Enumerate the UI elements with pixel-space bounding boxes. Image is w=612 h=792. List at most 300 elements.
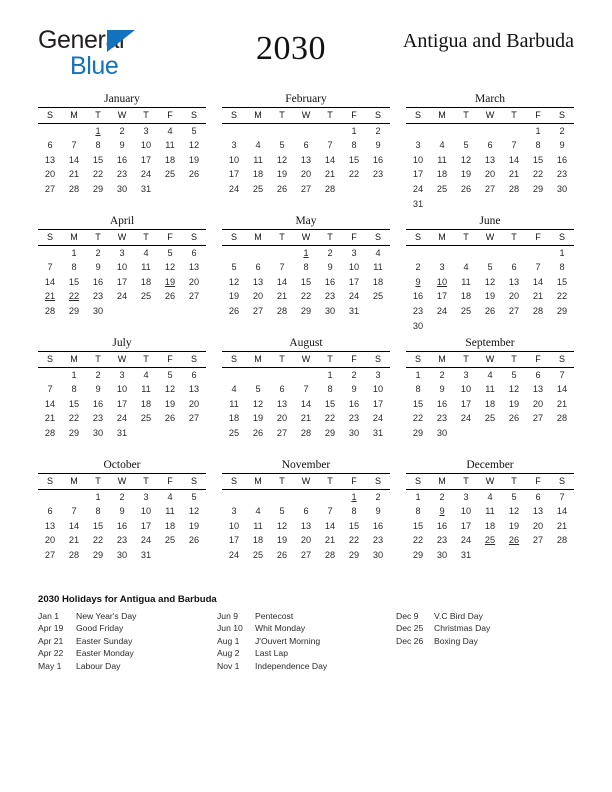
- day-cell[interactable]: 16: [116, 520, 128, 531]
- day-cell[interactable]: 10: [228, 154, 240, 165]
- day-cell[interactable]: 4: [167, 491, 173, 502]
- day-cell[interactable]: 29: [92, 549, 104, 560]
- day-cell[interactable]: 18: [164, 520, 176, 531]
- day-cell[interactable]: 4: [487, 369, 493, 380]
- day-cell[interactable]: 6: [47, 140, 53, 151]
- day-cell[interactable]: 24: [116, 413, 128, 424]
- day-cell[interactable]: 28: [276, 305, 288, 316]
- day-cell[interactable]: 27: [300, 549, 312, 560]
- day-cell[interactable]: 17: [228, 169, 240, 180]
- day-cell[interactable]: 28: [300, 427, 312, 438]
- day-cell[interactable]: 14: [44, 398, 56, 409]
- day-cell[interactable]: 17: [436, 291, 448, 302]
- day-cell[interactable]: 19: [164, 398, 176, 409]
- day-cell[interactable]: 16: [436, 520, 448, 531]
- day-cell[interactable]: 11: [253, 520, 263, 531]
- day-cell[interactable]: 28: [532, 305, 544, 316]
- day-cell[interactable]: 29: [92, 183, 104, 194]
- day-cell[interactable]: 18: [484, 398, 496, 409]
- day-cell[interactable]: 16: [324, 276, 336, 287]
- day-cell[interactable]: 22: [68, 413, 80, 424]
- day-cell[interactable]: 11: [229, 398, 239, 409]
- day-cell[interactable]: 21: [532, 291, 544, 302]
- day-cell[interactable]: 28: [324, 549, 336, 560]
- day-cell[interactable]: 21: [44, 291, 56, 302]
- day-cell[interactable]: 2: [559, 125, 565, 136]
- day-cell[interactable]: 15: [532, 154, 544, 165]
- day-cell[interactable]: 22: [556, 291, 568, 302]
- day-cell[interactable]: 17: [460, 520, 472, 531]
- day-cell[interactable]: 19: [228, 291, 240, 302]
- day-cell[interactable]: 20: [532, 520, 544, 531]
- day-cell[interactable]: 9: [375, 506, 381, 517]
- day-cell[interactable]: 21: [44, 413, 56, 424]
- day-cell[interactable]: 15: [324, 398, 336, 409]
- day-cell[interactable]: 30: [436, 549, 448, 560]
- day-cell[interactable]: 6: [47, 506, 53, 517]
- day-cell[interactable]: 23: [412, 305, 424, 316]
- day-cell[interactable]: 8: [559, 262, 565, 273]
- day-cell[interactable]: 24: [348, 291, 360, 302]
- day-cell[interactable]: 16: [436, 398, 448, 409]
- day-cell[interactable]: 30: [116, 549, 128, 560]
- day-cell[interactable]: 23: [116, 535, 128, 546]
- day-cell[interactable]: 2: [119, 125, 125, 136]
- day-cell[interactable]: 1: [351, 125, 357, 136]
- day-cell[interactable]: 4: [255, 140, 261, 151]
- day-cell[interactable]: 17: [460, 398, 472, 409]
- day-cell[interactable]: 31: [140, 183, 152, 194]
- day-cell[interactable]: 10: [348, 262, 360, 273]
- day-cell[interactable]: 16: [92, 276, 104, 287]
- day-cell[interactable]: 3: [463, 369, 469, 380]
- day-cell[interactable]: 11: [141, 262, 151, 273]
- day-cell[interactable]: 12: [276, 520, 288, 531]
- day-cell[interactable]: 7: [535, 262, 541, 273]
- day-cell[interactable]: 26: [276, 183, 288, 194]
- day-cell[interactable]: 2: [351, 369, 357, 380]
- day-cell[interactable]: 28: [68, 183, 80, 194]
- day-cell[interactable]: 8: [351, 506, 357, 517]
- day-cell[interactable]: 17: [412, 169, 424, 180]
- day-cell[interactable]: 9: [415, 276, 421, 287]
- day-cell[interactable]: 22: [300, 291, 312, 302]
- day-cell[interactable]: 9: [351, 384, 357, 395]
- day-cell[interactable]: 15: [348, 520, 360, 531]
- day-cell[interactable]: 17: [348, 276, 360, 287]
- day-cell[interactable]: 15: [92, 520, 104, 531]
- day-cell[interactable]: 1: [559, 247, 565, 258]
- day-cell[interactable]: 5: [167, 247, 173, 258]
- day-cell[interactable]: 9: [375, 140, 381, 151]
- day-cell[interactable]: 27: [508, 305, 520, 316]
- day-cell[interactable]: 20: [532, 398, 544, 409]
- day-cell[interactable]: 30: [372, 549, 384, 560]
- day-cell[interactable]: 22: [412, 535, 424, 546]
- day-cell[interactable]: 20: [188, 398, 200, 409]
- day-cell[interactable]: 21: [508, 169, 520, 180]
- day-cell[interactable]: 5: [191, 491, 197, 502]
- day-cell[interactable]: 19: [508, 398, 520, 409]
- day-cell[interactable]: 14: [300, 398, 312, 409]
- day-cell[interactable]: 16: [556, 154, 568, 165]
- day-cell[interactable]: 11: [437, 154, 447, 165]
- day-cell[interactable]: 11: [373, 262, 383, 273]
- day-cell[interactable]: 23: [116, 169, 128, 180]
- day-cell[interactable]: 22: [348, 535, 360, 546]
- day-cell[interactable]: 20: [300, 169, 312, 180]
- day-cell[interactable]: 1: [415, 369, 421, 380]
- day-cell[interactable]: 5: [191, 125, 197, 136]
- day-cell[interactable]: 19: [484, 291, 496, 302]
- day-cell[interactable]: 6: [191, 247, 197, 258]
- day-cell[interactable]: 27: [44, 183, 56, 194]
- day-cell[interactable]: 7: [47, 262, 53, 273]
- day-cell[interactable]: 19: [508, 520, 520, 531]
- day-cell[interactable]: 16: [372, 154, 384, 165]
- day-cell[interactable]: 17: [140, 154, 152, 165]
- day-cell[interactable]: 29: [556, 305, 568, 316]
- day-cell[interactable]: 19: [188, 520, 200, 531]
- day-cell[interactable]: 26: [508, 413, 520, 424]
- day-cell[interactable]: 25: [164, 169, 176, 180]
- day-cell[interactable]: 4: [143, 247, 149, 258]
- day-cell[interactable]: 28: [68, 549, 80, 560]
- day-cell[interactable]: 15: [412, 398, 424, 409]
- day-cell[interactable]: 19: [460, 169, 472, 180]
- day-cell[interactable]: 20: [188, 276, 200, 287]
- day-cell[interactable]: 29: [300, 305, 312, 316]
- day-cell[interactable]: 25: [372, 291, 384, 302]
- day-cell[interactable]: 14: [68, 520, 80, 531]
- day-cell[interactable]: 26: [252, 427, 264, 438]
- day-cell[interactable]: 12: [228, 276, 240, 287]
- day-cell[interactable]: 23: [372, 169, 384, 180]
- day-cell[interactable]: 13: [252, 276, 264, 287]
- day-cell[interactable]: 20: [300, 535, 312, 546]
- day-cell[interactable]: 25: [460, 305, 472, 316]
- day-cell[interactable]: 6: [535, 491, 541, 502]
- day-cell[interactable]: 9: [119, 140, 125, 151]
- day-cell[interactable]: 13: [300, 520, 312, 531]
- day-cell[interactable]: 15: [300, 276, 312, 287]
- day-cell[interactable]: 3: [143, 125, 149, 136]
- day-cell[interactable]: 20: [252, 291, 264, 302]
- day-cell[interactable]: 19: [188, 154, 200, 165]
- day-cell[interactable]: 14: [532, 276, 544, 287]
- day-cell[interactable]: 24: [436, 305, 448, 316]
- day-cell[interactable]: 28: [556, 413, 568, 424]
- day-cell[interactable]: 1: [71, 369, 77, 380]
- day-cell[interactable]: 26: [164, 413, 176, 424]
- day-cell[interactable]: 6: [511, 262, 517, 273]
- day-cell[interactable]: 29: [532, 183, 544, 194]
- day-cell[interactable]: 30: [556, 183, 568, 194]
- day-cell[interactable]: 1: [535, 125, 541, 136]
- day-cell[interactable]: 17: [228, 535, 240, 546]
- day-cell[interactable]: 9: [119, 506, 125, 517]
- day-cell[interactable]: 26: [508, 535, 520, 546]
- day-cell[interactable]: 14: [324, 154, 336, 165]
- day-cell[interactable]: 21: [68, 535, 80, 546]
- day-cell[interactable]: 5: [279, 506, 285, 517]
- day-cell[interactable]: 10: [140, 506, 152, 517]
- day-cell[interactable]: 21: [556, 520, 568, 531]
- day-cell[interactable]: 25: [436, 183, 448, 194]
- day-cell[interactable]: 13: [508, 276, 520, 287]
- day-cell[interactable]: 13: [300, 154, 312, 165]
- day-cell[interactable]: 10: [436, 276, 448, 287]
- day-cell[interactable]: 3: [439, 262, 445, 273]
- day-cell[interactable]: 5: [487, 262, 493, 273]
- day-cell[interactable]: 15: [68, 276, 80, 287]
- day-cell[interactable]: 25: [484, 413, 496, 424]
- day-cell[interactable]: 14: [68, 154, 80, 165]
- day-cell[interactable]: 29: [412, 549, 424, 560]
- day-cell[interactable]: 11: [165, 140, 175, 151]
- day-cell[interactable]: 6: [487, 140, 493, 151]
- day-cell[interactable]: 10: [460, 384, 472, 395]
- day-cell[interactable]: 21: [556, 398, 568, 409]
- day-cell[interactable]: 26: [276, 549, 288, 560]
- day-cell[interactable]: 28: [556, 535, 568, 546]
- day-cell[interactable]: 27: [532, 535, 544, 546]
- day-cell[interactable]: 24: [228, 549, 240, 560]
- day-cell[interactable]: 4: [439, 140, 445, 151]
- day-cell[interactable]: 7: [511, 140, 517, 151]
- day-cell[interactable]: 2: [439, 491, 445, 502]
- day-cell[interactable]: 10: [412, 154, 424, 165]
- day-cell[interactable]: 7: [327, 140, 333, 151]
- day-cell[interactable]: 3: [375, 369, 381, 380]
- day-cell[interactable]: 7: [327, 506, 333, 517]
- day-cell[interactable]: 17: [140, 520, 152, 531]
- day-cell[interactable]: 23: [92, 291, 104, 302]
- day-cell[interactable]: 18: [140, 398, 152, 409]
- day-cell[interactable]: 23: [436, 413, 448, 424]
- day-cell[interactable]: 28: [44, 427, 56, 438]
- day-cell[interactable]: 13: [44, 154, 56, 165]
- day-cell[interactable]: 28: [324, 183, 336, 194]
- day-cell[interactable]: 11: [485, 384, 495, 395]
- day-cell[interactable]: 12: [460, 154, 472, 165]
- day-cell[interactable]: 4: [231, 384, 237, 395]
- day-cell[interactable]: 10: [372, 384, 384, 395]
- day-cell[interactable]: 12: [164, 262, 176, 273]
- day-cell[interactable]: 8: [535, 140, 541, 151]
- day-cell[interactable]: 28: [44, 305, 56, 316]
- day-cell[interactable]: 18: [164, 154, 176, 165]
- day-cell[interactable]: 27: [484, 183, 496, 194]
- day-cell[interactable]: 14: [556, 506, 568, 517]
- day-cell[interactable]: 18: [252, 169, 264, 180]
- day-cell[interactable]: 19: [276, 535, 288, 546]
- day-cell[interactable]: 30: [324, 305, 336, 316]
- day-cell[interactable]: 2: [119, 491, 125, 502]
- day-cell[interactable]: 24: [116, 291, 128, 302]
- day-cell[interactable]: 24: [228, 183, 240, 194]
- day-cell[interactable]: 13: [188, 384, 200, 395]
- day-cell[interactable]: 29: [324, 427, 336, 438]
- day-cell[interactable]: 11: [485, 506, 495, 517]
- day-cell[interactable]: 15: [556, 276, 568, 287]
- day-cell[interactable]: 18: [484, 520, 496, 531]
- day-cell[interactable]: 10: [460, 506, 472, 517]
- day-cell[interactable]: 13: [44, 520, 56, 531]
- day-cell[interactable]: 22: [92, 535, 104, 546]
- day-cell[interactable]: 16: [372, 520, 384, 531]
- day-cell[interactable]: 12: [252, 398, 264, 409]
- day-cell[interactable]: 30: [92, 305, 104, 316]
- day-cell[interactable]: 25: [252, 549, 264, 560]
- day-cell[interactable]: 8: [415, 506, 421, 517]
- day-cell[interactable]: 23: [92, 413, 104, 424]
- day-cell[interactable]: 25: [228, 427, 240, 438]
- day-cell[interactable]: 18: [228, 413, 240, 424]
- day-cell[interactable]: 13: [188, 262, 200, 273]
- day-cell[interactable]: 27: [188, 413, 200, 424]
- day-cell[interactable]: 8: [415, 384, 421, 395]
- day-cell[interactable]: 23: [436, 535, 448, 546]
- day-cell[interactable]: 5: [511, 369, 517, 380]
- day-cell[interactable]: 7: [279, 262, 285, 273]
- day-cell[interactable]: 17: [116, 276, 128, 287]
- day-cell[interactable]: 26: [484, 305, 496, 316]
- day-cell[interactable]: 7: [559, 491, 565, 502]
- day-cell[interactable]: 2: [375, 491, 381, 502]
- day-cell[interactable]: 21: [324, 535, 336, 546]
- day-cell[interactable]: 29: [412, 427, 424, 438]
- day-cell[interactable]: 17: [116, 398, 128, 409]
- day-cell[interactable]: 12: [164, 384, 176, 395]
- day-cell[interactable]: 3: [415, 140, 421, 151]
- day-cell[interactable]: 4: [487, 491, 493, 502]
- day-cell[interactable]: 22: [324, 413, 336, 424]
- day-cell[interactable]: 21: [300, 413, 312, 424]
- day-cell[interactable]: 12: [508, 384, 520, 395]
- day-cell[interactable]: 9: [559, 140, 565, 151]
- day-cell[interactable]: 10: [116, 384, 128, 395]
- day-cell[interactable]: 1: [95, 125, 101, 136]
- day-cell[interactable]: 3: [143, 491, 149, 502]
- day-cell[interactable]: 5: [255, 384, 261, 395]
- day-cell[interactable]: 3: [119, 247, 125, 258]
- day-cell[interactable]: 15: [412, 520, 424, 531]
- day-cell[interactable]: 16: [92, 398, 104, 409]
- day-cell[interactable]: 31: [348, 305, 360, 316]
- day-cell[interactable]: 30: [412, 320, 424, 331]
- day-cell[interactable]: 19: [164, 276, 176, 287]
- day-cell[interactable]: 15: [68, 398, 80, 409]
- day-cell[interactable]: 3: [231, 506, 237, 517]
- day-cell[interactable]: 26: [188, 169, 200, 180]
- day-cell[interactable]: 18: [436, 169, 448, 180]
- day-cell[interactable]: 5: [167, 369, 173, 380]
- day-cell[interactable]: 10: [140, 140, 152, 151]
- day-cell[interactable]: 23: [372, 535, 384, 546]
- day-cell[interactable]: 22: [68, 291, 80, 302]
- day-cell[interactable]: 30: [116, 183, 128, 194]
- day-cell[interactable]: 5: [511, 491, 517, 502]
- day-cell[interactable]: 9: [95, 262, 101, 273]
- day-cell[interactable]: 4: [143, 369, 149, 380]
- day-cell[interactable]: 7: [71, 506, 77, 517]
- day-cell[interactable]: 24: [460, 535, 472, 546]
- day-cell[interactable]: 11: [253, 154, 263, 165]
- day-cell[interactable]: 20: [508, 291, 520, 302]
- day-cell[interactable]: 4: [463, 262, 469, 273]
- day-cell[interactable]: 24: [372, 413, 384, 424]
- day-cell[interactable]: 9: [439, 506, 445, 517]
- day-cell[interactable]: 13: [532, 506, 544, 517]
- day-cell[interactable]: 12: [188, 506, 200, 517]
- day-cell[interactable]: 2: [327, 247, 333, 258]
- day-cell[interactable]: 6: [303, 140, 309, 151]
- day-cell[interactable]: 24: [140, 169, 152, 180]
- day-cell[interactable]: 1: [71, 247, 77, 258]
- day-cell[interactable]: 31: [412, 198, 424, 209]
- day-cell[interactable]: 31: [140, 549, 152, 560]
- day-cell[interactable]: 31: [372, 427, 384, 438]
- day-cell[interactable]: 13: [484, 154, 496, 165]
- day-cell[interactable]: 14: [324, 520, 336, 531]
- day-cell[interactable]: 8: [71, 262, 77, 273]
- day-cell[interactable]: 16: [412, 291, 424, 302]
- day-cell[interactable]: 6: [191, 369, 197, 380]
- day-cell[interactable]: 5: [279, 140, 285, 151]
- day-cell[interactable]: 5: [463, 140, 469, 151]
- day-cell[interactable]: 29: [348, 549, 360, 560]
- day-cell[interactable]: 21: [68, 169, 80, 180]
- day-cell[interactable]: 11: [461, 276, 471, 287]
- day-cell[interactable]: 6: [303, 506, 309, 517]
- day-cell[interactable]: 20: [484, 169, 496, 180]
- day-cell[interactable]: 14: [556, 384, 568, 395]
- day-cell[interactable]: 17: [372, 398, 384, 409]
- day-cell[interactable]: 6: [535, 369, 541, 380]
- day-cell[interactable]: 12: [508, 506, 520, 517]
- day-cell[interactable]: 23: [348, 413, 360, 424]
- day-cell[interactable]: 13: [276, 398, 288, 409]
- day-cell[interactable]: 12: [276, 154, 288, 165]
- day-cell[interactable]: 3: [351, 247, 357, 258]
- day-cell[interactable]: 31: [460, 549, 472, 560]
- day-cell[interactable]: 7: [559, 369, 565, 380]
- day-cell[interactable]: 22: [92, 169, 104, 180]
- day-cell[interactable]: 24: [140, 535, 152, 546]
- day-cell[interactable]: 7: [303, 384, 309, 395]
- day-cell[interactable]: 15: [92, 154, 104, 165]
- day-cell[interactable]: 4: [255, 506, 261, 517]
- day-cell[interactable]: 18: [252, 535, 264, 546]
- day-cell[interactable]: 2: [95, 247, 101, 258]
- day-cell[interactable]: 22: [348, 169, 360, 180]
- day-cell[interactable]: 7: [47, 384, 53, 395]
- day-cell[interactable]: 11: [141, 384, 151, 395]
- day-cell[interactable]: 27: [300, 183, 312, 194]
- day-cell[interactable]: 27: [44, 549, 56, 560]
- day-cell[interactable]: 15: [348, 154, 360, 165]
- day-cell[interactable]: 29: [68, 305, 80, 316]
- day-cell[interactable]: 20: [276, 413, 288, 424]
- day-cell[interactable]: 26: [460, 183, 472, 194]
- day-cell[interactable]: 8: [71, 384, 77, 395]
- day-cell[interactable]: 25: [484, 535, 496, 546]
- day-cell[interactable]: 14: [508, 154, 520, 165]
- day-cell[interactable]: 3: [463, 491, 469, 502]
- day-cell[interactable]: 5: [231, 262, 237, 273]
- day-cell[interactable]: 25: [164, 535, 176, 546]
